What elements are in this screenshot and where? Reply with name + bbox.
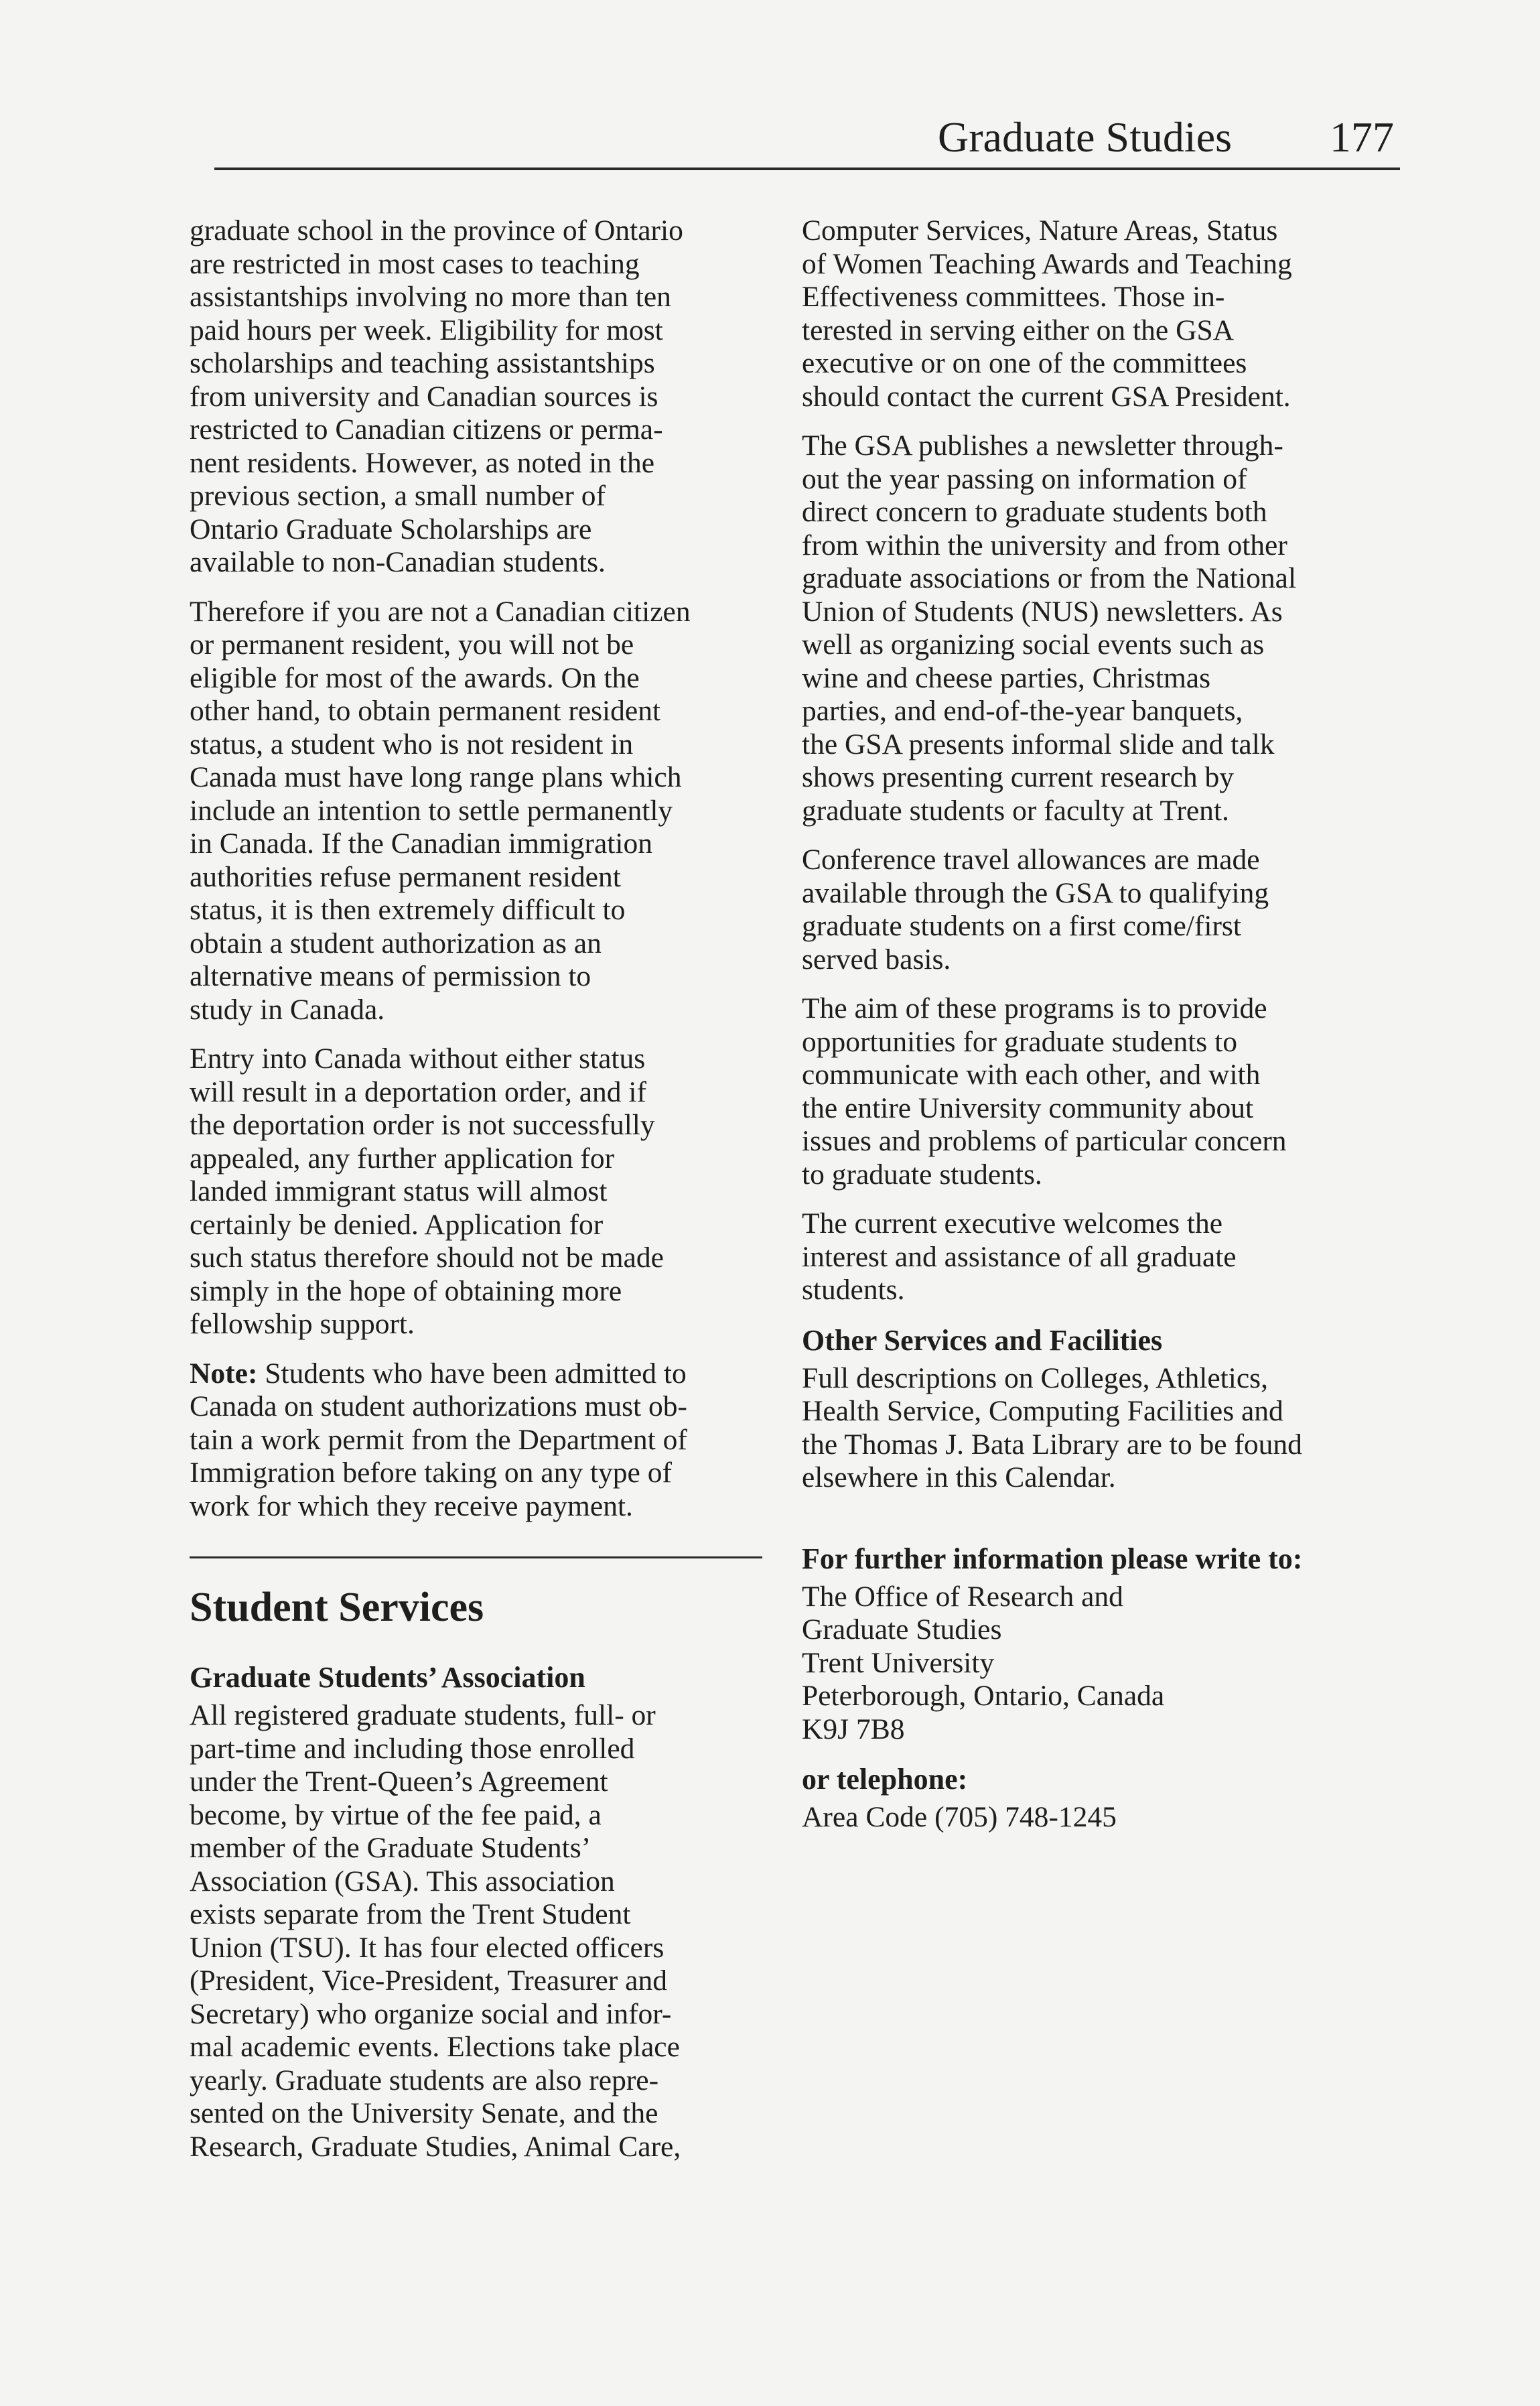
subheading-further-information: For further information please write to: [802, 1542, 1303, 1575]
subheading-gsa: Graduate Students’ Association [190, 1661, 585, 1694]
subheading-other-services: Other Services and Facilities [802, 1323, 1163, 1357]
paragraph-committees: Computer Services, Nature Areas, Status of Women Teaching Awards and Teaching Effectiveness committees. Those in- terested in serving either on the GSA executive or on one of the committees should contact the current GSA President. [802, 214, 1292, 413]
paragraph-other-services: Full descriptions on Colleges, Athletics, Health Service, Computing Facilities and the Thomas J. Bata Library are to be found elsewhere in this Calendar. [802, 1361, 1302, 1493]
telephone-number: Area Code (705) 748-1245 [802, 1801, 1117, 1833]
paragraph-permanent-residence: Therefore if you are not a Canadian citizen or permanent resident, you will not be eligible for most of the awards. On the other hand, to obtain permanent resident status, a student who is not resident in Canada must have long range plans which include an intention to settle permanently in Canada. If the Canadian immigration authorities refuse permanent resident status, it is then extremely difficult to obtain a student authorization as an alternative means of permission to study in Canada. [190, 595, 691, 1026]
page-number: 177 [1330, 113, 1394, 161]
section-heading-student-services: Student Services [190, 1585, 484, 1630]
running-header-title: Graduate Studies [938, 113, 1232, 161]
header-rule [214, 168, 1400, 170]
mailing-address: The Office of Research and Graduate Studies Trent University Peterborough, Ontario, Canada K9J 7B8 [802, 1580, 1165, 1745]
left-column [190, 214, 779, 2180]
paragraph-deportation: Entry into Canada without either status will result in a deportation order, and if the deportation order is not successfully appealed, any further application for landed immigrant status will almost certainly be denied. Application for such status therefore should not be made simply in the hope of obtaining more fellowship support. [190, 1043, 664, 1340]
paragraph-newsletter: The GSA publishes a newsletter through- out the year passing on information of direct concern to graduate students both from within the university and from other graduate associations or from the National Union of Students (NUS) newsletters. As well as organizing social events such as wine and cheese parties, Christmas parties, and end-of-the-year banquets, the GSA presents informal slide and talk shows presenting current research by graduate students or faculty at Trent. [802, 429, 1297, 827]
paragraph-executive-welcome: The current executive welcomes the interest and assistance of all graduate students. [802, 1207, 1237, 1306]
running-header [214, 101, 1400, 168]
section-rule [190, 1556, 762, 1558]
paragraph-travel-allowances: Conference travel allowances are made available through the GSA to qualifying graduate students on a first come/first served basis. [802, 844, 1269, 976]
note-label: Note: [190, 1357, 258, 1390]
right-column [802, 214, 1405, 1851]
paragraph-gsa: All registered graduate students, full- or part-time and including those enrolled under the Trent-Queen’s Agreement become, by virtue of the fee paid, a member of the Graduate Students’ Association (GSA). This association exists separate from the Trent Student Union (TSU). It has four elected officers (President, Vice-President, Treasurer and Secretary) who organize social and infor- mal academic events. Elections take place yearly. Graduate students are also repre- sented on the University Senate, and the Research, Graduate Studies, Animal Care, [190, 1699, 681, 2163]
note-text: Students who have been admitted to Canada on student authorizations must ob- tain a work permit from the Department of Immigration before taking on any type of work for which they receive payment. [190, 1357, 687, 1522]
paragraph-program-aim: The aim of these programs is to provide opportunities for graduate students to communicate with each other, and with the entire University community about issues and problems of particular concern to graduate students. [802, 992, 1287, 1191]
subheading-telephone: or telephone: [802, 1763, 968, 1796]
paragraph-scholarship-eligibility: graduate school in the province of Ontario are restricted in most cases to teaching assistantships involving no more than ten paid hours per week. Eligibility for most scholarships and teaching assistantships from university and Canadian sources is restricted to Canadian citizens or perma- nent residents. However, as noted in the previous section, a small number of Ontario Graduate Scholarships are available to non-Canadian students. [190, 214, 683, 578]
paragraph-note [190, 1357, 779, 1524]
spacer [802, 1511, 1405, 1542]
